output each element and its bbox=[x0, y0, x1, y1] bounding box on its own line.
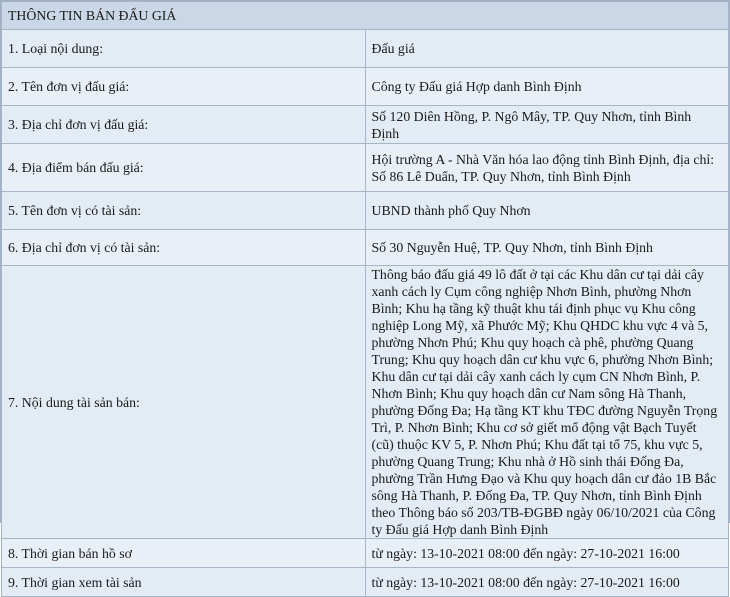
row-value-owner-name: UBND thành phố Quy Nhơn bbox=[365, 192, 729, 230]
auction-info-table bbox=[1, 1, 729, 597]
table-row bbox=[2, 68, 729, 106]
table-header-row bbox=[2, 2, 729, 30]
row-label-auction-org-name: 2. Tên đơn vị đấu giá: bbox=[2, 68, 366, 106]
row-label-asset-viewing-time: 9. Thời gian xem tài sản bbox=[2, 568, 366, 597]
row-value-asset-content: Thông báo đấu giá 49 lô đất ở tại các Khu dân cư tại dải cây xanh cách ly Cụm công nghiệp Nhơn Bình, phường Nhơn Bình; Khu hạ tầng kỹ thuật khu tái định phục vụ Khu công nghiệp Long Mỹ, xã Phước Mỹ; Khu QHDC khu vực 4 và 5, phường Nhơn Phú; Khu quy hoạch cà phê, phường Quang Trung; Khu quy hoạch dân cư khu vực 6, phường Nhơn Bình; Khu dân cư tại dải cây xanh cách ly cụm CN Nhơn Bình, P. Nhơn Bình; Khu quy hoạch dân cư Nam sông Hà Thanh, phường Đống Đa; Hạ tầng KT khu TĐC đường Nguyễn Trọng Trì, P. Nhơn Bình; Khu cơ sở giết mổ động vật Bạch Tuyết (cũ) thuộc KV 5, P. Nhơn Phú; Khu đất tại tổ 75, khu vực 5, phường Quang Trung; Khu nhà ở Hồ sinh thái Đống Đa, phường Trần Hưng Đạo và Khu quy hoạch dân cư đảo 1B Bắc sông Hà Thanh, P. Đống Đa, TP. Quy Nhơn, tỉnh Bình Định theo Thông báo số 203/TB-ĐGBĐ ngày 06/10/2021 của Công ty Đấu giá Hợp danh Bình Định bbox=[365, 266, 729, 539]
row-value-owner-address: Số 30 Nguyễn Huệ, TP. Quy Nhơn, tỉnh Bình Định bbox=[365, 230, 729, 266]
row-label-dossier-sale-time: 8. Thời gian bán hồ sơ bbox=[2, 539, 366, 568]
row-label-asset-content: 7. Nội dung tài sản bán: bbox=[2, 266, 366, 539]
table-row bbox=[2, 106, 729, 144]
row-label-owner-address: 6. Địa chỉ đơn vị có tài sản: bbox=[2, 230, 366, 266]
row-label-auction-org-address: 3. Địa chỉ đơn vị đấu giá: bbox=[2, 106, 366, 144]
row-value-dossier-sale-time: từ ngày: 13-10-2021 08:00 đến ngày: 27-10-2021 16:00 bbox=[365, 539, 729, 568]
row-label-owner-name: 5. Tên đơn vị có tài sản: bbox=[2, 192, 366, 230]
table-row bbox=[2, 266, 729, 539]
table-row bbox=[2, 539, 729, 568]
table-row bbox=[2, 144, 729, 192]
table-row bbox=[2, 192, 729, 230]
row-value-auction-location: Hội trường A - Nhà Văn hóa lao động tỉnh Bình Định, địa chỉ: Số 86 Lê Duẩn, TP. Quy Nhơn, tỉnh Bình Định bbox=[365, 144, 729, 192]
table-row bbox=[2, 30, 729, 68]
table-row bbox=[2, 568, 729, 597]
row-value-auction-org-address: Số 120 Diên Hồng, P. Ngô Mây, TP. Quy Nhơn, tỉnh Bình Định bbox=[365, 106, 729, 144]
table-title: THÔNG TIN BÁN ĐẤU GIÁ bbox=[2, 2, 729, 30]
row-label-content-type: 1. Loại nội dung: bbox=[2, 30, 366, 68]
row-value-content-type: Đấu giá bbox=[365, 30, 729, 68]
row-label-auction-location: 4. Địa điểm bán đấu giá: bbox=[2, 144, 366, 192]
row-value-asset-viewing-time: từ ngày: 13-10-2021 08:00 đến ngày: 27-10-2021 16:00 bbox=[365, 568, 729, 597]
row-value-auction-org-name: Công ty Đấu giá Hợp danh Bình Định bbox=[365, 68, 729, 106]
table-row bbox=[2, 230, 729, 266]
